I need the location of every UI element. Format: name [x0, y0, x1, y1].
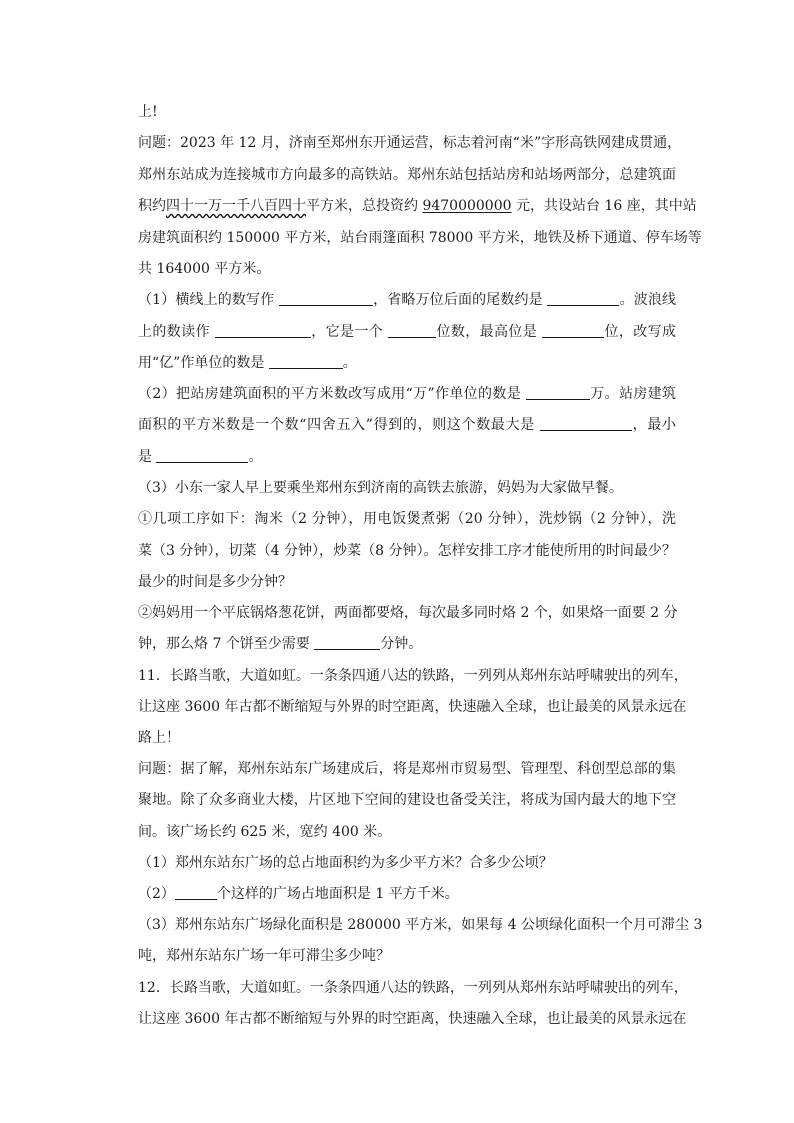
q10-part2-line-2 — [138, 414, 676, 436]
answer-blank[interactable] — [542, 323, 604, 338]
q10-part3a-line-1: ①几项工序如下：淘米（2 分钟），用电饭煲煮粥（20 分钟），洗炒锅（2 分钟），洗 — [138, 511, 676, 527]
q10-part3b-line-1: ②妈妈用一个平底锅烙葱花饼，两面都要烙，每次最多同时烙 2 个，如果烙一面要 2 分 — [138, 605, 678, 621]
text-segment: ，最小 — [632, 417, 677, 433]
text-segment: 面积的平方米数是一个数“四舍五入”得到的，则这个数最大是 — [138, 417, 541, 433]
underlined-number: 9470000000 — [422, 198, 512, 214]
text-segment: 个这样的广场占地面积是 1 平方千米。 — [216, 886, 459, 902]
text-segment: 。波浪线 — [619, 292, 677, 308]
text-segment: 元，共设站台 16 座，其中站 — [511, 198, 697, 214]
q10-part2-line-3 — [138, 446, 676, 468]
answer-blank[interactable] — [526, 385, 590, 400]
text-segment: 平方米，总投资约 — [306, 198, 423, 214]
q10-problem-line-5: 共 164000 平方米。 — [138, 261, 271, 277]
q11-intro-line-2: 让这座 3600 年古都不断缩短与外界的时空距离，快速融入全球，也让最美的风景永远在 — [138, 699, 687, 715]
q10-part3a-line-3: 最少的时间是多少分钟？ — [138, 574, 292, 590]
text-segment: 。 — [248, 449, 263, 465]
text-segment: 用“亿”作单位的数是 — [138, 355, 269, 371]
q11-intro-line-1: 11．长路当歌，大道如虹。一条条四通八达的铁路，一列列从郑州东站呼啸驶出的列车， — [138, 668, 688, 684]
q10-problem-line-1: 问题：2023 年 12 月，济南至郑州东开通运营，标志着河南“米”字形高铁网建成贯通， — [138, 135, 682, 151]
q12-intro-line-1: 12．长路当歌，大道如虹。一条条四通八达的铁路，一列列从郑州东站呼啸驶出的列车， — [138, 980, 688, 996]
q10-problem-line-2: 郑州东站成为连接城市方向最多的高铁站。郑州东站包括站房和站场两部分，总建筑面 — [138, 167, 676, 183]
text-segment: ，它是一个 — [310, 324, 389, 340]
q11-problem-line-2: 聚地。除了众多商业大楼，片区地下空间的建设也备受关注，将成为国内最大的地下空 — [138, 792, 676, 808]
q11-part1: （1）郑州东站东广场的总占地面积约为多少平方米？合多少公顷？ — [138, 855, 553, 871]
q11-part3-line-1: （3）郑州东站东广场绿化面积是 280000 平方米，如果每 4 公顷绿化面积一个月可滞尘 3 — [138, 917, 703, 933]
q10-part1-line-1 — [138, 289, 676, 311]
text-segment: 。 — [342, 355, 357, 371]
q10-problem-line-4: 房建筑面积约 150000 平方米，站台雨篷面积 78000 平方米，地铁及桥下通道、停车场等 — [138, 230, 702, 246]
answer-blank[interactable] — [388, 323, 436, 338]
answer-blank[interactable] — [547, 291, 619, 306]
text-segment: 万。站房建筑 — [589, 386, 677, 402]
text-segment: 上的数读作 — [138, 324, 215, 340]
text-segment: 钟，那么烙 7 个饼至少需要 — [138, 636, 315, 652]
q12-intro-line-2: 让这座 3600 年古都不断缩短与外界的时空距离，快速融入全球，也让最美的风景永远在 — [138, 1011, 687, 1027]
answer-blank[interactable] — [175, 885, 217, 900]
q11-intro-line-3: 路上！ — [138, 730, 180, 746]
text-segment: ，省略万位后面的尾数约是 — [372, 292, 548, 308]
text-segment: 位数，最高位是 — [436, 324, 543, 340]
top-fragment: 上! — [138, 104, 158, 120]
text-segment: 积约 — [138, 198, 166, 214]
text-segment: 是 — [138, 449, 157, 465]
q11-problem-line-1: 问题：据了解，郑州东站东广场建成后，将是郑州市贸易型、管理型、科创型总部的集 — [138, 761, 676, 777]
q10-part3a-line-2: 菜（3 分钟），切菜（4 分钟），炒菜（8 分钟）。怎样安排工序才能使所用的时间最少？ — [138, 543, 676, 559]
answer-blank[interactable] — [156, 448, 248, 463]
text-segment: （1）横线上的数写作 — [138, 292, 279, 308]
text-segment: 分钟。 — [380, 636, 423, 652]
text-segment: （2）把站房建筑面积的平方米数改写成用“万”作单位的数是 — [138, 386, 526, 402]
answer-blank[interactable] — [314, 635, 380, 650]
q10-part2-line-1 — [138, 383, 676, 405]
answer-blank[interactable] — [269, 354, 343, 369]
q10-part1-line-3 — [138, 352, 676, 374]
q10-part3-line-1: （3）小东一家人早上要乘坐郑州东到济南的高铁去旅游，妈妈为大家做早餐。 — [138, 480, 623, 496]
q10-part3b-line-2 — [138, 633, 676, 655]
answer-blank[interactable] — [215, 323, 311, 338]
text-segment: （2） — [138, 886, 175, 902]
q10-problem-line-3 — [138, 195, 697, 217]
q11-part2 — [138, 883, 676, 905]
q11-problem-line-3: 间。该广场长约 625 米，宽约 400 米。 — [138, 824, 392, 840]
q11-part3-line-2: 吨，郑州东站东广场一年可滞尘多少吨？ — [138, 948, 390, 964]
q10-part1-line-2 — [138, 321, 676, 343]
answer-blank[interactable] — [540, 416, 632, 431]
wavy-underlined-number: 四十一万一千八百四十 — [166, 198, 306, 214]
answer-blank[interactable] — [279, 291, 373, 306]
text-segment: 位，改写成 — [604, 324, 677, 340]
